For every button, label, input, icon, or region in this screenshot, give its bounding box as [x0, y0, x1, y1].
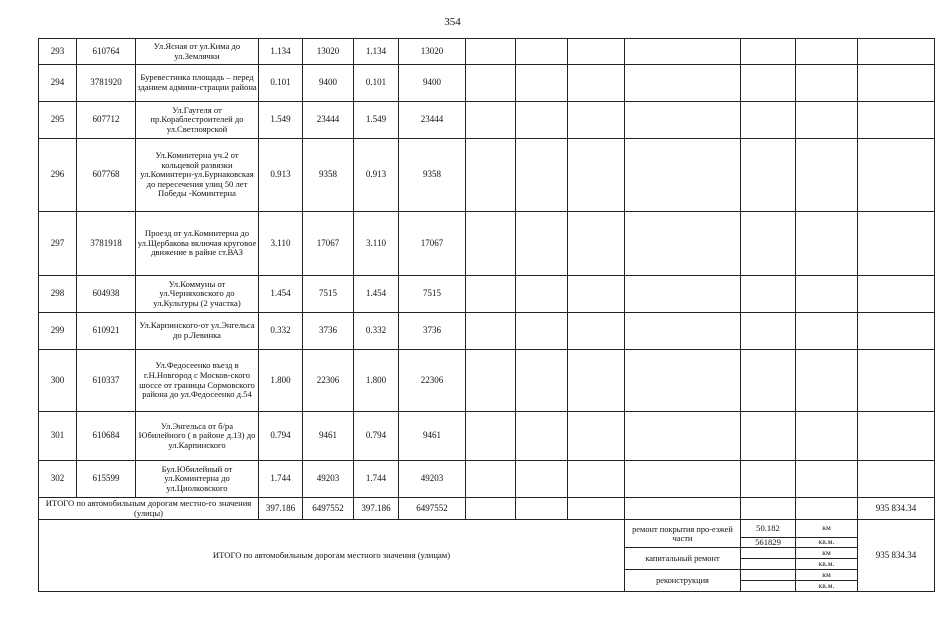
reconstruction-len [741, 570, 796, 581]
row-street-name: Буревестника площадь – перед зданием админи-страции района [136, 65, 259, 102]
empty-cell [466, 313, 516, 350]
row-area-sqm-2: 23444 [399, 102, 466, 139]
empty-cell [466, 39, 516, 65]
row-area-sqm-2: 22306 [399, 350, 466, 412]
table-row [39, 412, 935, 461]
empty-cell [625, 498, 741, 520]
summary-cost: 935 834.34 [858, 520, 935, 592]
empty-cell [568, 276, 625, 313]
row-street-name: Ул.Коминтерна уч.2 от кольцевой развязки ул.Коминтерн-ул.Бурнаковская до пересечения улиц 50 лет Победы -Коминтерна [136, 139, 259, 212]
empty-cell [466, 212, 516, 276]
row-area-sqm-2: 9400 [399, 65, 466, 102]
row-area-sqm: 3736 [303, 313, 354, 350]
row-number: 299 [39, 313, 77, 350]
empty-cell [741, 139, 796, 212]
empty-cell [741, 39, 796, 65]
row-area-sqm: 7515 [303, 276, 354, 313]
empty-cell [741, 313, 796, 350]
row-number: 294 [39, 65, 77, 102]
empty-cell [625, 350, 741, 412]
unit-km: км [796, 548, 858, 559]
empty-cell [466, 461, 516, 498]
empty-cell [858, 350, 935, 412]
empty-cell [516, 412, 568, 461]
capital-label: капитальный ремонт [625, 548, 741, 570]
empty-cell [796, 139, 858, 212]
empty-cell [858, 412, 935, 461]
total-area2: 6497552 [399, 498, 466, 520]
row-area-sqm: 13020 [303, 39, 354, 65]
row-code: 607768 [77, 139, 136, 212]
total-len2: 397.186 [354, 498, 399, 520]
row-number: 298 [39, 276, 77, 313]
total-area1: 6497552 [303, 498, 354, 520]
total-label: ИТОГО по автомобильным дорогам местно-го значения (улицы) [39, 498, 259, 520]
empty-cell [516, 350, 568, 412]
row-area-sqm: 23444 [303, 102, 354, 139]
empty-cell [466, 102, 516, 139]
empty-cell [741, 276, 796, 313]
row-area-sqm: 9358 [303, 139, 354, 212]
empty-cell [625, 313, 741, 350]
table-row [39, 350, 935, 412]
empty-cell [741, 102, 796, 139]
reconstruction-label: реконструкция [625, 570, 741, 592]
empty-cell [741, 350, 796, 412]
empty-cell [796, 102, 858, 139]
row-area-sqm-2: 49203 [399, 461, 466, 498]
empty-cell [858, 65, 935, 102]
empty-cell [516, 139, 568, 212]
row-length-km: 0.332 [259, 313, 303, 350]
row-street-name: Ул.Коммуны от ул.Черняховского до ул.Культуры (2 участка) [136, 276, 259, 313]
empty-cell [516, 65, 568, 102]
empty-cell [858, 39, 935, 65]
empty-cell [466, 139, 516, 212]
summary-label: ИТОГО по автомобильным дорогам местного значения (улицам) [39, 520, 625, 592]
row-street-name: Ул.Энгельса от б/ра Юбилейного ( в районе д.13) до ул.Карпинского [136, 412, 259, 461]
empty-cell [466, 498, 516, 520]
row-length-km: 1.744 [259, 461, 303, 498]
empty-cell [625, 412, 741, 461]
empty-cell [741, 212, 796, 276]
row-code: 610764 [77, 39, 136, 65]
empty-cell [625, 212, 741, 276]
reconstruction-area [741, 581, 796, 592]
row-area-sqm-2: 3736 [399, 313, 466, 350]
row-code: 607712 [77, 102, 136, 139]
empty-cell [625, 102, 741, 139]
empty-cell [858, 212, 935, 276]
row-area-sqm: 9461 [303, 412, 354, 461]
empty-cell [796, 461, 858, 498]
empty-cell [568, 212, 625, 276]
empty-cell [568, 139, 625, 212]
table-body [39, 39, 935, 592]
row-number: 293 [39, 39, 77, 65]
empty-cell [625, 276, 741, 313]
total-cost: 935 834.34 [858, 498, 935, 520]
unit-sqm: кв.м. [796, 538, 858, 548]
row-area-sqm-2: 7515 [399, 276, 466, 313]
empty-cell [466, 276, 516, 313]
empty-cell [858, 276, 935, 313]
repair-len: 50.182 [741, 520, 796, 538]
row-street-name: Ул.Ясная от ул.Кима до ул.Землячки [136, 39, 259, 65]
table-row [39, 65, 935, 102]
unit-sqm: кв.м. [796, 559, 858, 570]
row-length-km: 1.800 [259, 350, 303, 412]
empty-cell [796, 412, 858, 461]
roads-table [38, 38, 935, 592]
table-row [39, 313, 935, 350]
empty-cell [516, 461, 568, 498]
row-area-sqm: 9400 [303, 65, 354, 102]
empty-cell [516, 498, 568, 520]
empty-cell [796, 313, 858, 350]
empty-cell [625, 65, 741, 102]
row-number: 295 [39, 102, 77, 139]
row-length-km: 0.794 [259, 412, 303, 461]
empty-cell [625, 461, 741, 498]
row-area-sqm-2: 9461 [399, 412, 466, 461]
row-number: 296 [39, 139, 77, 212]
row-area-sqm-2: 13020 [399, 39, 466, 65]
capital-len [741, 548, 796, 559]
empty-cell [568, 461, 625, 498]
row-length-km: 1.549 [259, 102, 303, 139]
row-code: 610337 [77, 350, 136, 412]
empty-cell [568, 498, 625, 520]
row-area-sqm: 22306 [303, 350, 354, 412]
row-length-km-2: 3.110 [354, 212, 399, 276]
empty-cell [625, 39, 741, 65]
row-street-name: Ул.Гаугеля от пр.Кораблестроителей до ул.Светлоярской [136, 102, 259, 139]
empty-cell [516, 313, 568, 350]
empty-cell [466, 65, 516, 102]
capital-area [741, 559, 796, 570]
empty-cell [568, 313, 625, 350]
table-row [39, 39, 935, 65]
table-row [39, 102, 935, 139]
empty-cell [858, 313, 935, 350]
row-area-sqm-2: 17067 [399, 212, 466, 276]
unit-sqm: кв.м. [796, 581, 858, 592]
row-code: 3781920 [77, 65, 136, 102]
row-number: 302 [39, 461, 77, 498]
row-length-km-2: 1.134 [354, 39, 399, 65]
empty-cell [568, 350, 625, 412]
row-length-km: 0.101 [259, 65, 303, 102]
total-row [39, 498, 935, 520]
row-length-km-2: 1.800 [354, 350, 399, 412]
row-length-km-2: 1.549 [354, 102, 399, 139]
empty-cell [741, 498, 796, 520]
row-code: 3781918 [77, 212, 136, 276]
empty-cell [741, 412, 796, 461]
empty-cell [568, 102, 625, 139]
page-number: 354 [444, 16, 461, 28]
table-row [39, 461, 935, 498]
row-number: 301 [39, 412, 77, 461]
empty-cell [741, 461, 796, 498]
empty-cell [625, 139, 741, 212]
repair-label: ремонт покрытия про-езжей части [625, 520, 741, 548]
empty-cell [858, 461, 935, 498]
empty-cell [796, 65, 858, 102]
empty-cell [516, 39, 568, 65]
table-row [39, 276, 935, 313]
total-len1: 397.186 [259, 498, 303, 520]
row-length-km: 1.134 [259, 39, 303, 65]
row-area-sqm: 49203 [303, 461, 354, 498]
empty-cell [796, 212, 858, 276]
empty-cell [796, 350, 858, 412]
repair-area: 561829 [741, 538, 796, 548]
row-number: 297 [39, 212, 77, 276]
empty-cell [796, 39, 858, 65]
row-area-sqm-2: 9358 [399, 139, 466, 212]
row-code: 604938 [77, 276, 136, 313]
empty-cell [568, 412, 625, 461]
empty-cell [796, 276, 858, 313]
row-length-km-2: 0.101 [354, 65, 399, 102]
empty-cell [858, 102, 935, 139]
row-street-name: Ул.Федосеенко въезд в г.Н.Новгород с Москов-ского шоссе от границы Сормовского района до ул.Федосеенко д.54 [136, 350, 259, 412]
row-length-km: 0.913 [259, 139, 303, 212]
empty-cell [516, 212, 568, 276]
empty-cell [796, 498, 858, 520]
empty-cell [466, 412, 516, 461]
row-code: 610684 [77, 412, 136, 461]
row-number: 300 [39, 350, 77, 412]
row-street-name: Бул.Юбилейный от ул.Коминтерна до ул.Циолковского [136, 461, 259, 498]
row-street-name: Ул.Карпинского-от ул.Энгельса до р.Левинка [136, 313, 259, 350]
row-length-km-2: 0.794 [354, 412, 399, 461]
empty-cell [741, 65, 796, 102]
empty-cell [568, 39, 625, 65]
unit-km: км [796, 520, 858, 538]
empty-cell [568, 65, 625, 102]
row-code: 610921 [77, 313, 136, 350]
row-length-km: 1.454 [259, 276, 303, 313]
row-street-name: Проезд от ул.Коминтерна до ул.Щербакова включая круговое движение в райне ст.ВАЗ [136, 212, 259, 276]
summary-row-repair [39, 520, 935, 538]
unit-km: км [796, 570, 858, 581]
row-area-sqm: 17067 [303, 212, 354, 276]
row-length-km-2: 0.913 [354, 139, 399, 212]
row-code: 615599 [77, 461, 136, 498]
empty-cell [516, 276, 568, 313]
empty-cell [466, 350, 516, 412]
row-length-km-2: 1.454 [354, 276, 399, 313]
empty-cell [516, 102, 568, 139]
row-length-km-2: 1.744 [354, 461, 399, 498]
row-length-km-2: 0.332 [354, 313, 399, 350]
empty-cell [858, 139, 935, 212]
table-row [39, 212, 935, 276]
table-row [39, 139, 935, 212]
row-length-km: 3.110 [259, 212, 303, 276]
